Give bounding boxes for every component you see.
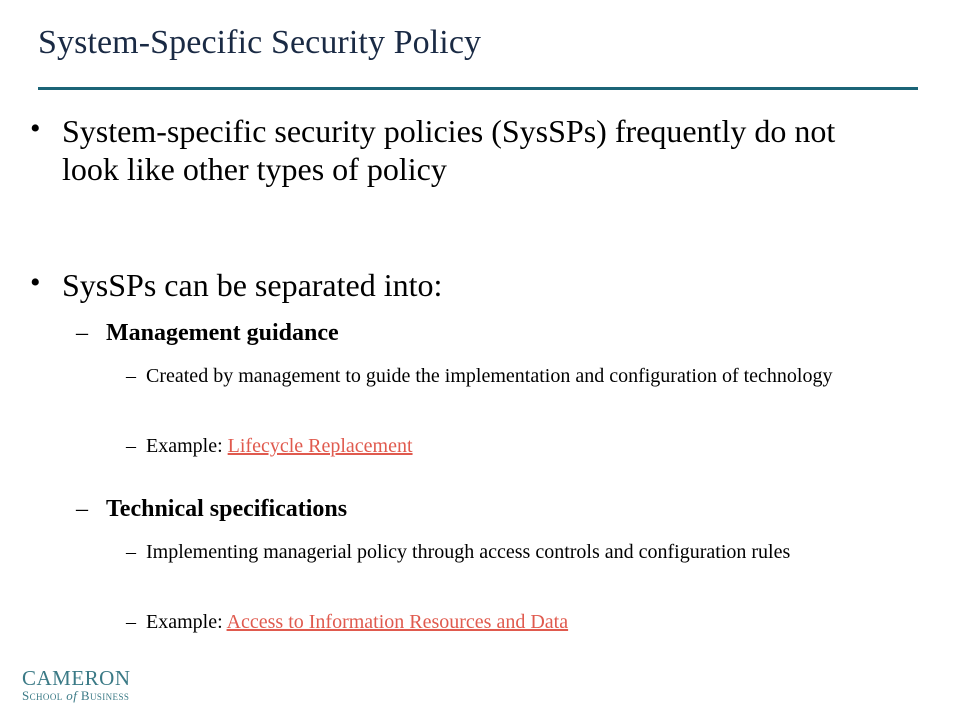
detail-technical-example bbox=[146, 610, 886, 634]
example-label: Example: bbox=[146, 435, 228, 457]
lifecycle-replacement-link[interactable]: Lifecycle Replacement bbox=[227, 435, 413, 457]
dash-marker: – bbox=[126, 435, 136, 457]
detail-management-example bbox=[146, 434, 886, 458]
slide-title: System-Specific Security Policy bbox=[38, 24, 482, 61]
subitem-heading-management: Management guidance bbox=[106, 320, 339, 346]
bullet-dot: • bbox=[30, 266, 41, 299]
access-to-information-link[interactable]: Access to Information Resources and Data bbox=[226, 611, 569, 633]
bullet-dot: • bbox=[30, 112, 41, 145]
dash-marker: – bbox=[76, 496, 88, 522]
bullet-2-text: SysSPs can be separated into: bbox=[62, 267, 443, 303]
bullet-1-text: System-specific security policies (SysSPs) frequently do not look like other types of policy bbox=[62, 113, 836, 187]
logo-wordmark: CAMERON bbox=[22, 666, 131, 690]
example-label: Example: bbox=[146, 611, 227, 633]
dash-marker: – bbox=[126, 541, 136, 563]
dash-marker: – bbox=[126, 611, 136, 633]
title-divider bbox=[38, 87, 918, 90]
detail-technical-description: Implementing managerial policy through access controls and configuration rules bbox=[146, 541, 791, 563]
subitem-heading-technical: Technical specifications bbox=[106, 496, 348, 522]
detail-management-description: Created by management to guide the implementation and configuration of technology bbox=[146, 365, 833, 387]
dash-marker: – bbox=[76, 320, 88, 346]
logo-subtitle: School of Business bbox=[22, 688, 130, 703]
dash-marker: – bbox=[126, 365, 136, 387]
